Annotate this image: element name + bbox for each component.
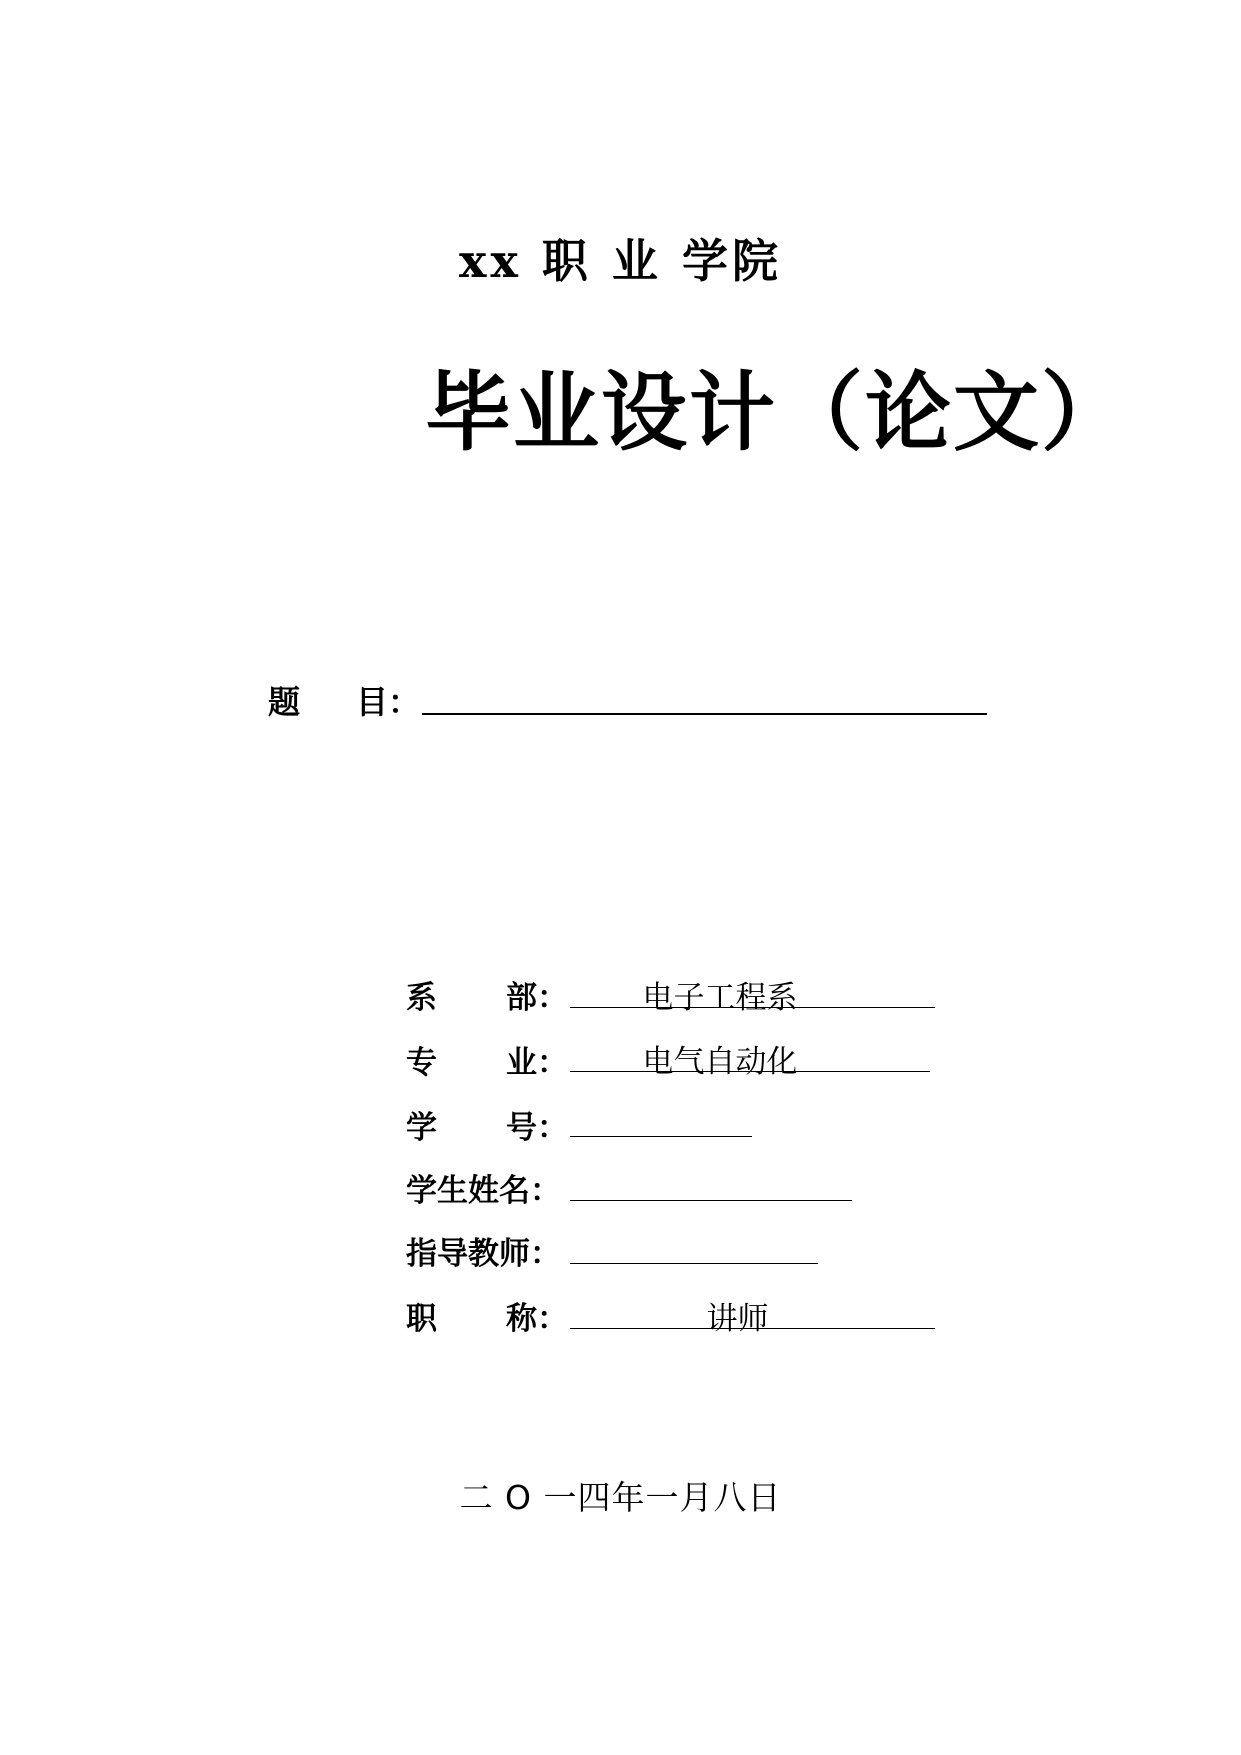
advisor-field-line[interactable] — [570, 1263, 818, 1264]
major-label-char-1: 专 — [406, 1045, 437, 1081]
department-label-char-2: 部： — [506, 980, 568, 1016]
student-name-field-line[interactable] — [570, 1200, 852, 1201]
major-label-char-2: 业： — [506, 1045, 568, 1081]
student-id-label — [406, 1102, 568, 1147]
student-id-label-char-1: 学 — [406, 1110, 437, 1146]
topic-label — [268, 677, 420, 723]
major-label — [406, 1037, 568, 1082]
advisor-label: 指导教师： — [406, 1236, 561, 1272]
department-value: 电子工程系 — [642, 980, 798, 1016]
student-id-field-line[interactable] — [570, 1136, 752, 1137]
major-value: 电气自动化 — [642, 1044, 798, 1080]
rank-label-char-2: 称： — [506, 1301, 568, 1337]
student-id-label-char-2: 号： — [506, 1110, 568, 1146]
topic-field[interactable] — [422, 713, 987, 715]
student-name-label: 学生姓名： — [406, 1173, 561, 1209]
topic-label-char-2: 目： — [356, 683, 421, 721]
school-name: 职 业 学院 — [541, 234, 782, 288]
department-label-char-1: 系 — [406, 980, 437, 1016]
school-prefix: xx — [459, 234, 522, 288]
rank-value: 讲师 — [706, 1301, 769, 1337]
rank-label — [406, 1293, 568, 1338]
rank-label-char-1: 职 — [406, 1301, 437, 1337]
document-title: 毕业设计（论文） — [425, 363, 1129, 463]
document-date: 二 O 一四年一月八日 — [459, 1478, 782, 1517]
topic-label-char-1: 题 — [268, 683, 301, 721]
school-name-heading — [0, 225, 1241, 288]
department-label — [406, 972, 568, 1017]
